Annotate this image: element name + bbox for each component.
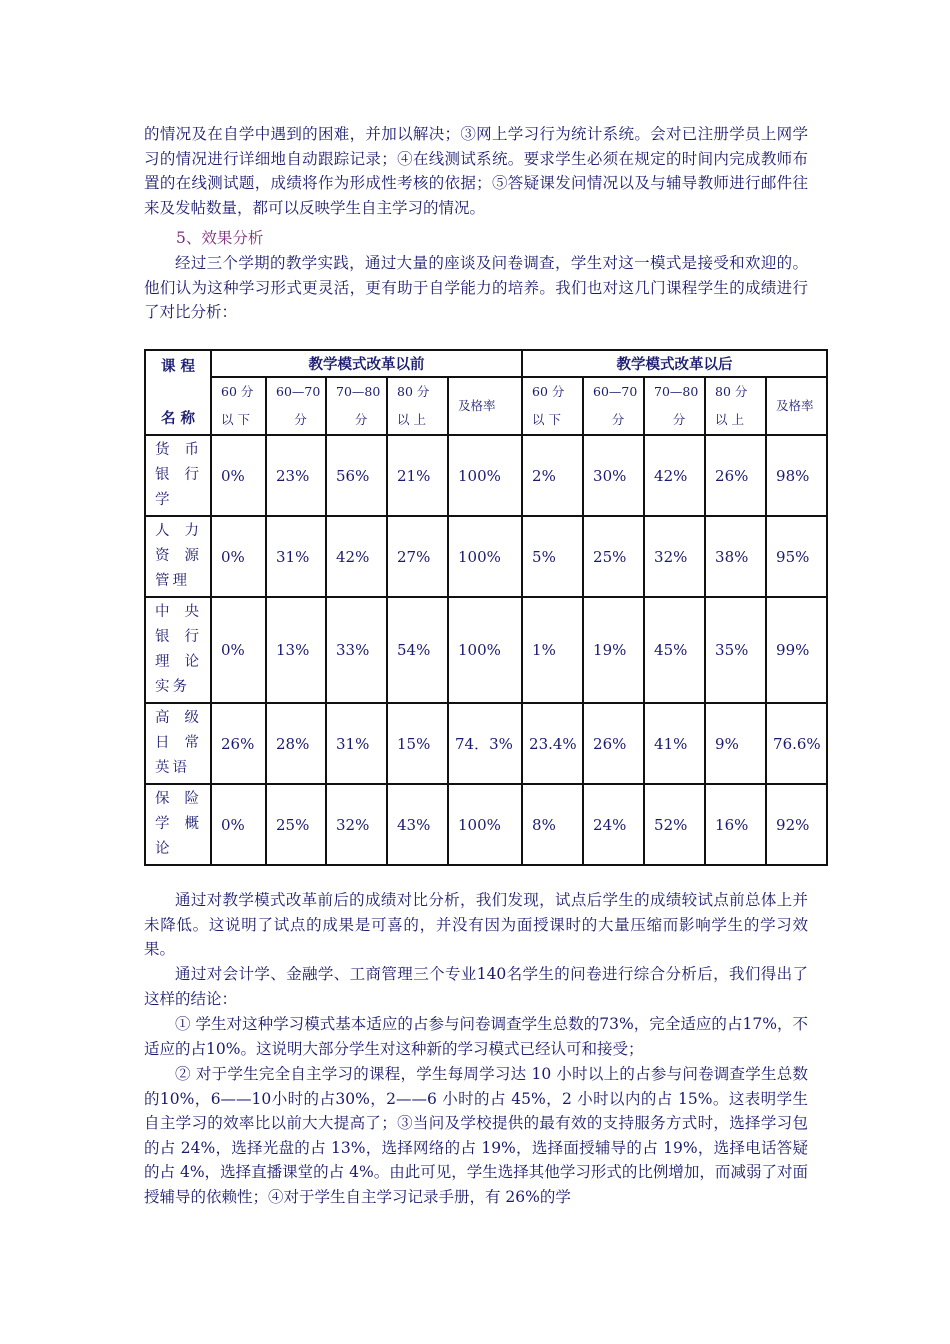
- conclusion-paragraph-1: 通过对教学模式改革前后的成绩对比分析，我们发现，试点后学生的成绩较试点前总体上并未降低。这说明了试点的成果是可喜的，并没有因为面授课时的大量压缩而影响学生的学习效果。: [144, 891, 808, 958]
- value-cell: 42%: [326, 516, 387, 597]
- sub-header-60-70: 60—70 分: [266, 377, 326, 435]
- grade-comparison-table: [144, 349, 828, 866]
- value-cell: 0%: [211, 784, 266, 865]
- value-cell: 13%: [266, 597, 326, 703]
- value-cell: 100%: [448, 516, 522, 597]
- sub-header-pass-rate: 及格率: [448, 377, 522, 435]
- sub-header-pass-rate: 及格率: [766, 377, 827, 435]
- sub-header-70-80: 70—80 分: [644, 377, 705, 435]
- value-cell: 5%: [522, 516, 583, 597]
- value-cell: 92%: [766, 784, 827, 865]
- value-cell: 0%: [211, 597, 266, 703]
- value-cell: 99%: [766, 597, 827, 703]
- value-cell: 2%: [522, 435, 583, 516]
- value-cell: 43%: [387, 784, 448, 865]
- value-cell: 42%: [644, 435, 705, 516]
- value-cell: 32%: [644, 516, 705, 597]
- value-cell: 56%: [326, 435, 387, 516]
- table-sub-header-row: [145, 377, 827, 435]
- value-cell: 25%: [583, 516, 644, 597]
- table-row: [145, 516, 827, 597]
- value-cell: 30%: [583, 435, 644, 516]
- course-name: 货币银行学: [145, 435, 211, 516]
- value-cell: 26%: [583, 703, 644, 784]
- course-name-header: 课 程 名 称: [145, 350, 211, 435]
- value-cell: 45%: [644, 597, 705, 703]
- value-cell: 28%: [266, 703, 326, 784]
- value-cell: 76.6%: [766, 703, 827, 784]
- course-name: 中央银行理论实务: [145, 597, 211, 703]
- value-cell: 21%: [387, 435, 448, 516]
- conclusion-paragraph-3: ① 学生对这种学习模式基本适应的占参与问卷调查学生总数的73%，完全适应的占17%，不适应的占10%。这说明大部分学生对这种新的学习模式已经认可和接受；: [144, 1015, 808, 1058]
- group-header-before: 教学模式改革以前: [211, 350, 522, 377]
- value-cell: 54%: [387, 597, 448, 703]
- value-cell: 100%: [448, 435, 522, 516]
- conclusion-paragraph-2: 通过对会计学、金融学、工商管理三个专业140名学生的问卷进行综合分析后，我们得出了这样的结论：: [144, 965, 808, 1008]
- value-cell: 100%: [448, 784, 522, 865]
- course-name: 保险学概论: [145, 784, 211, 865]
- value-cell: 32%: [326, 784, 387, 865]
- value-cell: 95%: [766, 516, 827, 597]
- value-cell: 26%: [705, 435, 766, 516]
- sub-header-above-80: 80 分 以 上: [387, 377, 448, 435]
- value-cell: 33%: [326, 597, 387, 703]
- course-name: 高级日常英语: [145, 703, 211, 784]
- value-cell: 9%: [705, 703, 766, 784]
- table-row: [145, 597, 827, 703]
- value-cell: 41%: [644, 703, 705, 784]
- value-cell: 74．3%: [448, 703, 522, 784]
- sub-header-60-70: 60—70 分: [583, 377, 644, 435]
- value-cell: 19%: [583, 597, 644, 703]
- value-cell: 100%: [448, 597, 522, 703]
- conclusion-paragraph-4: ② 对于学生完全自主学习的课程，学生每周学习达 10 小时以上的占参与问卷调查学生总数的10%，6——10小时的占30%，2——6 小时的占 45%，2 小时以内的占 15%。这表明学生自主学习的效率比以前大大提高了；③当问及学校提供的最有效的支持服务方式时，选择学习包的占 24%，选择光盘的占 13%，选择网络的占 19%，选择面授辅导的占 19%，选择电话答疑的占 4%，选择直播课堂的占 4%。由此可见，学生选择其他学习形式的比例增加，而减弱了对面授辅导的依赖性；④对于学生自主学习记录手册，有 26%的学: [144, 1065, 808, 1206]
- group-header-after: 教学模式改革以后: [522, 350, 827, 377]
- sub-header-below-60: 60 分 以 下: [211, 377, 266, 435]
- table-row: [145, 435, 827, 516]
- value-cell: 38%: [705, 516, 766, 597]
- analysis-intro-paragraph: 经过三个学期的教学实践，通过大量的座谈及问卷调查，学生对这一模式是接受和欢迎的。他们认为这种学习形式更灵活，更有助于自学能力的培养。我们也对这几门课程学生的成绩进行了对比分析：: [144, 254, 808, 321]
- value-cell: 24%: [583, 784, 644, 865]
- course-name: 人力资源管理: [145, 516, 211, 597]
- table-group-header-row: [145, 350, 827, 377]
- value-cell: 8%: [522, 784, 583, 865]
- value-cell: 35%: [705, 597, 766, 703]
- value-cell: 1%: [522, 597, 583, 703]
- value-cell: 52%: [644, 784, 705, 865]
- sub-header-70-80: 70—80 分: [326, 377, 387, 435]
- value-cell: 0%: [211, 435, 266, 516]
- section-heading: 5、效果分析: [176, 229, 264, 247]
- value-cell: 31%: [326, 703, 387, 784]
- value-cell: 31%: [266, 516, 326, 597]
- value-cell: 23.4%: [522, 703, 583, 784]
- table-row: [145, 784, 827, 865]
- value-cell: 23%: [266, 435, 326, 516]
- sub-header-below-60: 60 分 以 下: [522, 377, 583, 435]
- value-cell: 98%: [766, 435, 827, 516]
- value-cell: 25%: [266, 784, 326, 865]
- value-cell: 15%: [387, 703, 448, 784]
- sub-header-above-80: 80 分 以 上: [705, 377, 766, 435]
- value-cell: 0%: [211, 516, 266, 597]
- value-cell: 26%: [211, 703, 266, 784]
- value-cell: 27%: [387, 516, 448, 597]
- table-row: [145, 703, 827, 784]
- value-cell: 16%: [705, 784, 766, 865]
- intro-paragraph: 的情况及在自学中遇到的困难，并加以解决；③网上学习行为统计系统。会对已注册学员上网学习的情况进行详细地自动跟踪记录；④在线测试系统。要求学生必须在规定的时间内完成教师布置的在线测试题，成绩将作为形成性考核的依据；⑤答疑课发问情况以及与辅导教师进行邮件往来及发帖数量，都可以反映学生自主学习的情况。: [144, 125, 808, 217]
